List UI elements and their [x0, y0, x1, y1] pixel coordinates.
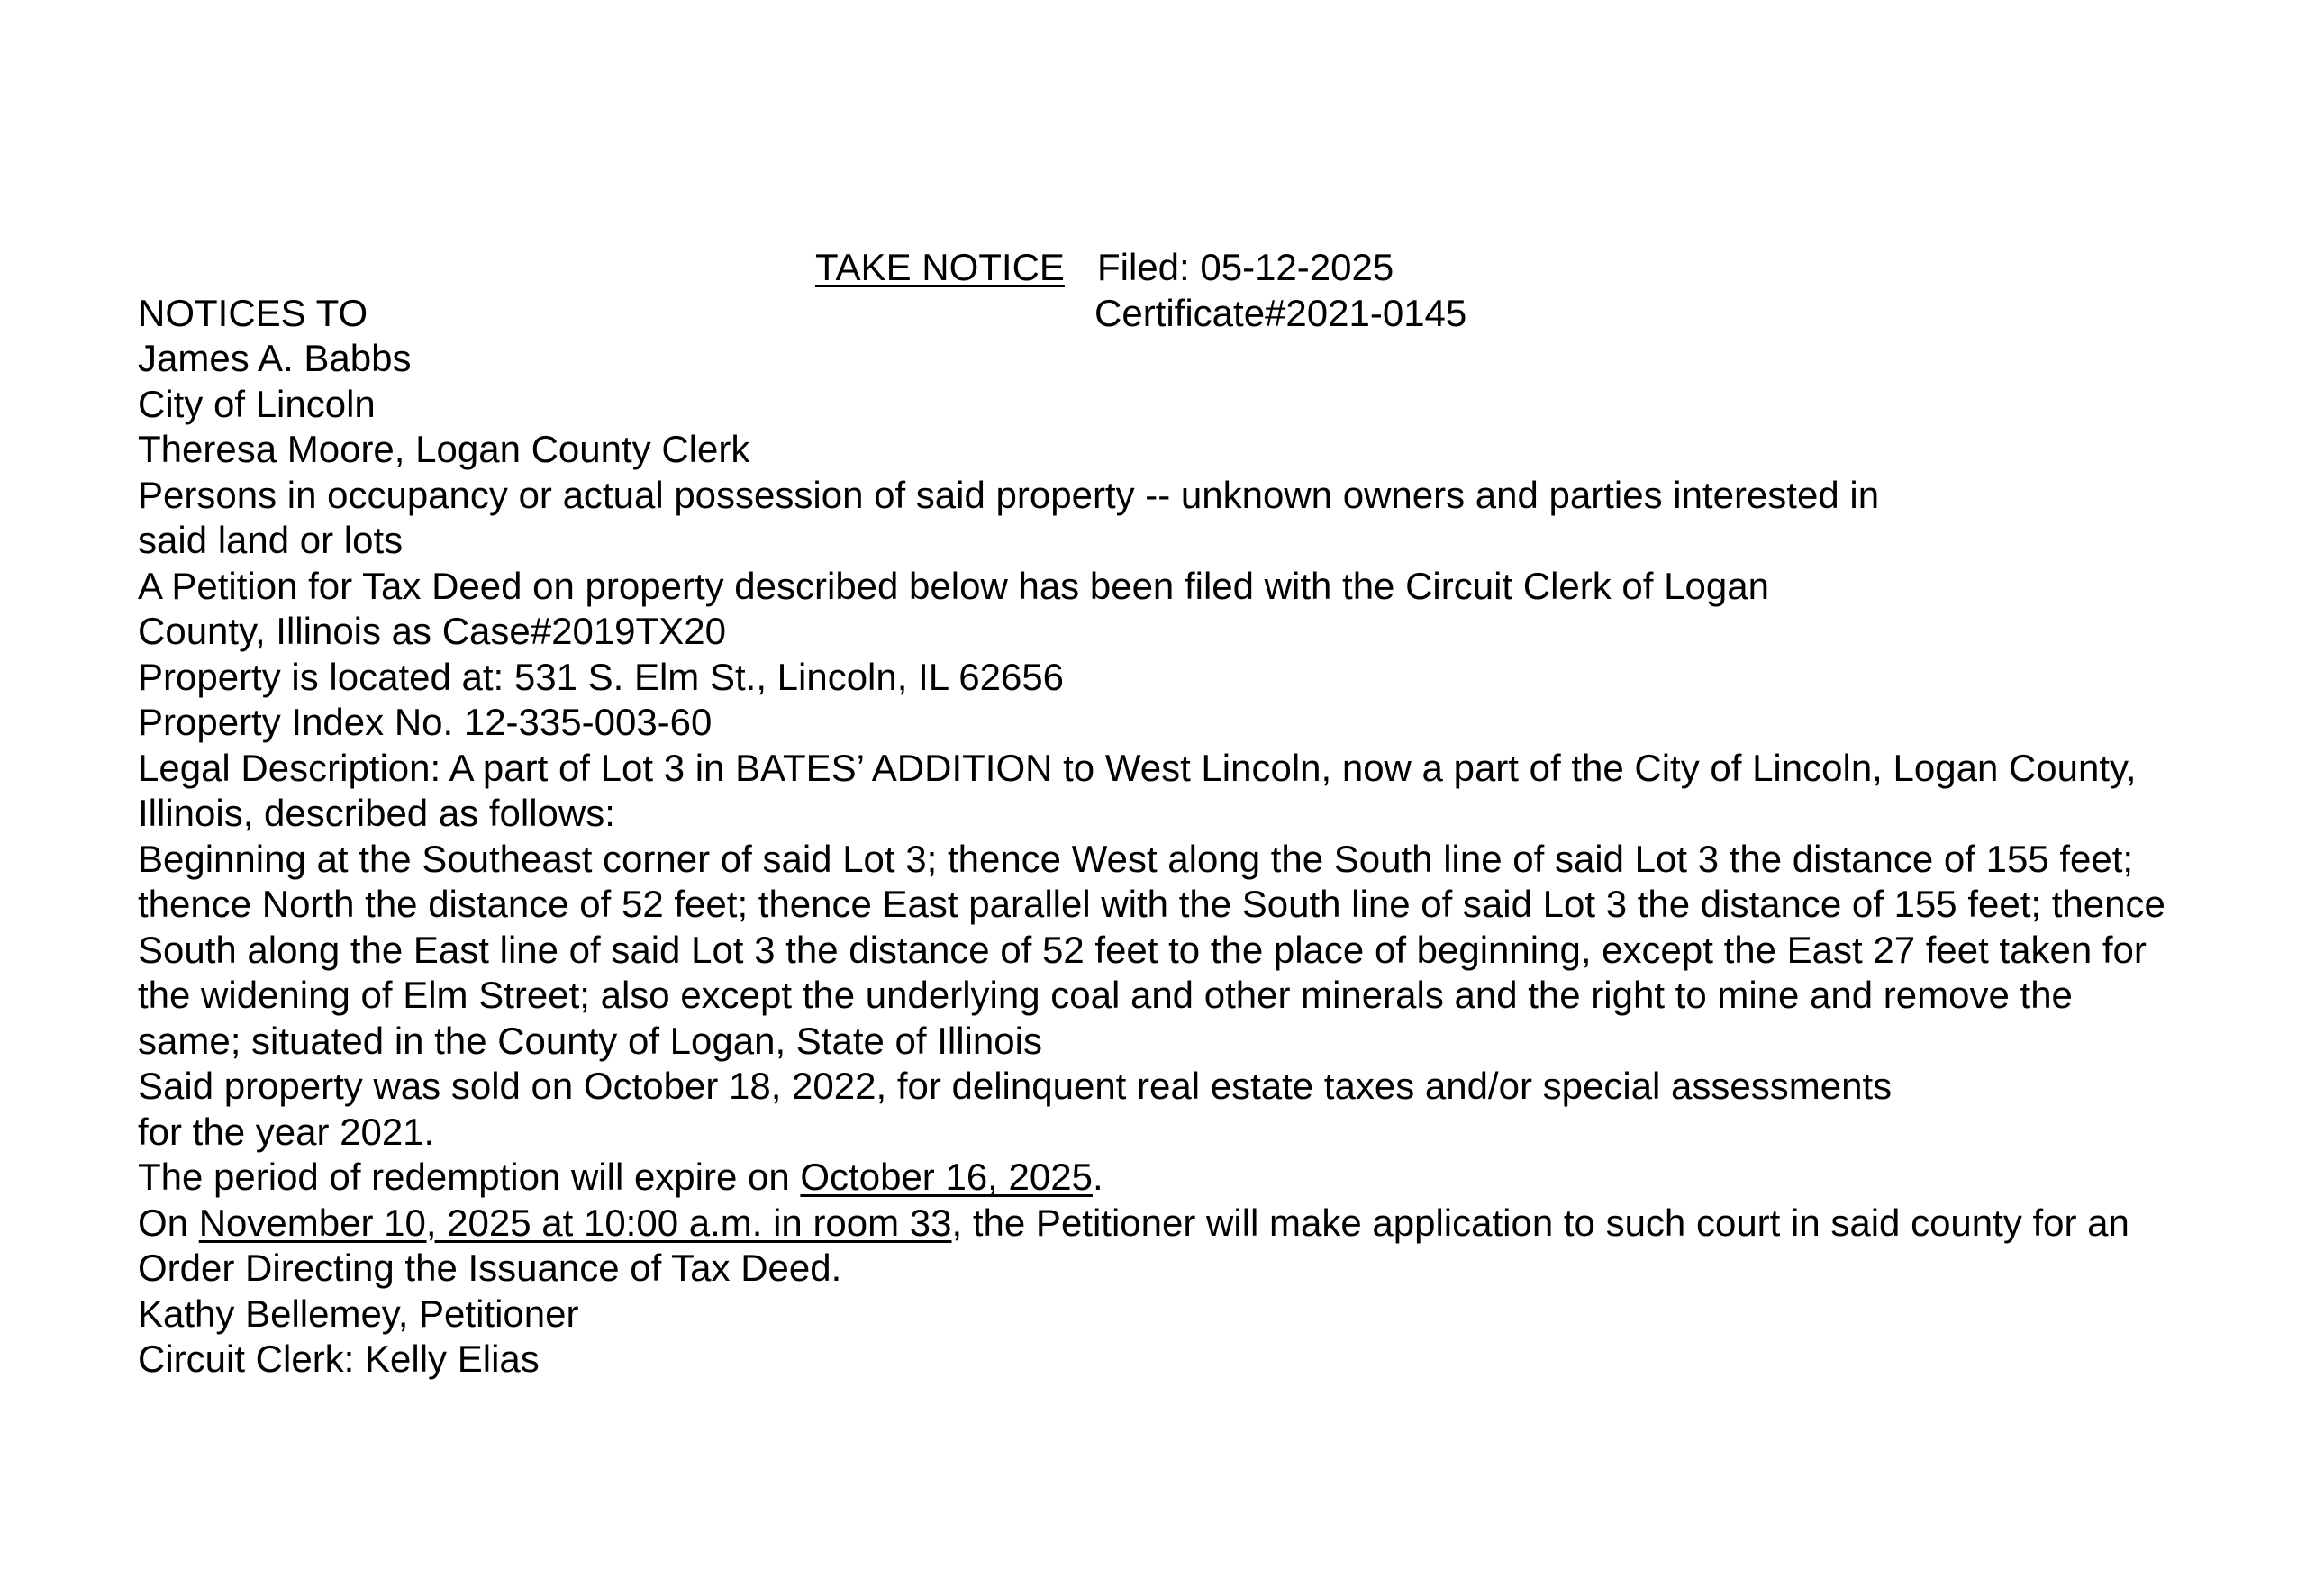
- sale-line-2: for the year 2021.: [138, 1110, 435, 1153]
- petitioner-signature-line: Kathy Bellemey, Petitioner: [138, 1292, 579, 1335]
- recipient-city: City of Lincoln: [138, 382, 376, 425]
- redemption-suffix: .: [1092, 1156, 1103, 1198]
- petition-line-2: County, Illinois as Case#2019TX20: [138, 610, 726, 652]
- recipient-occupants-line-2: said land or lots: [138, 519, 404, 561]
- legal-description-line-2: Illinois, described as follows:: [138, 792, 615, 834]
- redemption-prefix: The period of redemption will expire on: [138, 1156, 801, 1198]
- order-directing-line: Order Directing the Issuance of Tax Deed.: [138, 1247, 842, 1289]
- sale-line-1: Said property was sold on October 18, 2022, for delinquent real estate taxes and/or special assessments: [138, 1065, 1893, 1107]
- notice-title: TAKE NOTICE: [815, 246, 1065, 288]
- header-line-2: [138, 291, 2291, 337]
- recipient-county-clerk: Theresa Moore, Logan County Clerk: [138, 428, 750, 470]
- certificate-number: Certificate#2021-0145: [1094, 291, 1467, 334]
- hearing-date: November 10, 2025 at 10:00 a.m. in room 33: [198, 1201, 952, 1244]
- legal-description-line-7: same; situated in the County of Logan, State of Illinois: [138, 1019, 1042, 1062]
- legal-description-line-3: Beginning at the Southeast corner of said Lot 3; thence West along the South line of said Lot 3 the distance of 155 feet;: [138, 837, 2134, 880]
- recipient-name: James A. Babbs: [138, 337, 412, 379]
- notices-to-label: NOTICES TO: [138, 291, 368, 334]
- property-address-line: Property is located at: 531 S. Elm St., Lincoln, IL 62656: [138, 655, 1065, 698]
- legal-description-line-6: the widening of Elm Street; also except the underlying coal and other minerals and the right to mine and remove the: [138, 974, 2073, 1016]
- property-index-line: Property Index No. 12-335-003-60: [138, 701, 713, 743]
- hearing-suffix: , the Petitioner will make application to such court in said county for an: [951, 1201, 2129, 1244]
- hearing-prefix: On: [138, 1201, 199, 1244]
- legal-description-line-5: South along the East line of said Lot 3 the distance of 52 feet to the place of beginning, except the East 27 feet taken for: [138, 928, 2147, 971]
- hearing-line: [138, 1201, 2291, 1247]
- header-line-1: [138, 245, 2291, 291]
- legal-description-line-1: Legal Description: A part of Lot 3 in BATES’ ADDITION to West Lincoln, now a part of the City of Lincoln, Logan County,: [138, 746, 2137, 789]
- filed-date: Filed: 05-12-2025: [1097, 246, 1394, 288]
- recipient-occupants-line-1: Persons in occupancy or actual possession of said property -- unknown owners and parties interested in: [138, 473, 1880, 516]
- notice-document: [138, 245, 2291, 1383]
- petition-line-1: A Petition for Tax Deed on property described below has been filed with the Circuit Clerk of Logan: [138, 564, 1769, 607]
- redemption-date: October 16, 2025: [800, 1156, 1093, 1198]
- legal-description-line-4: thence North the distance of 52 feet; thence East parallel with the South line of said Lot 3 the distance of 155 feet; thence: [138, 883, 2165, 925]
- redemption-expiry-line: [138, 1155, 2291, 1201]
- circuit-clerk-line: Circuit Clerk: Kelly Elias: [138, 1338, 540, 1380]
